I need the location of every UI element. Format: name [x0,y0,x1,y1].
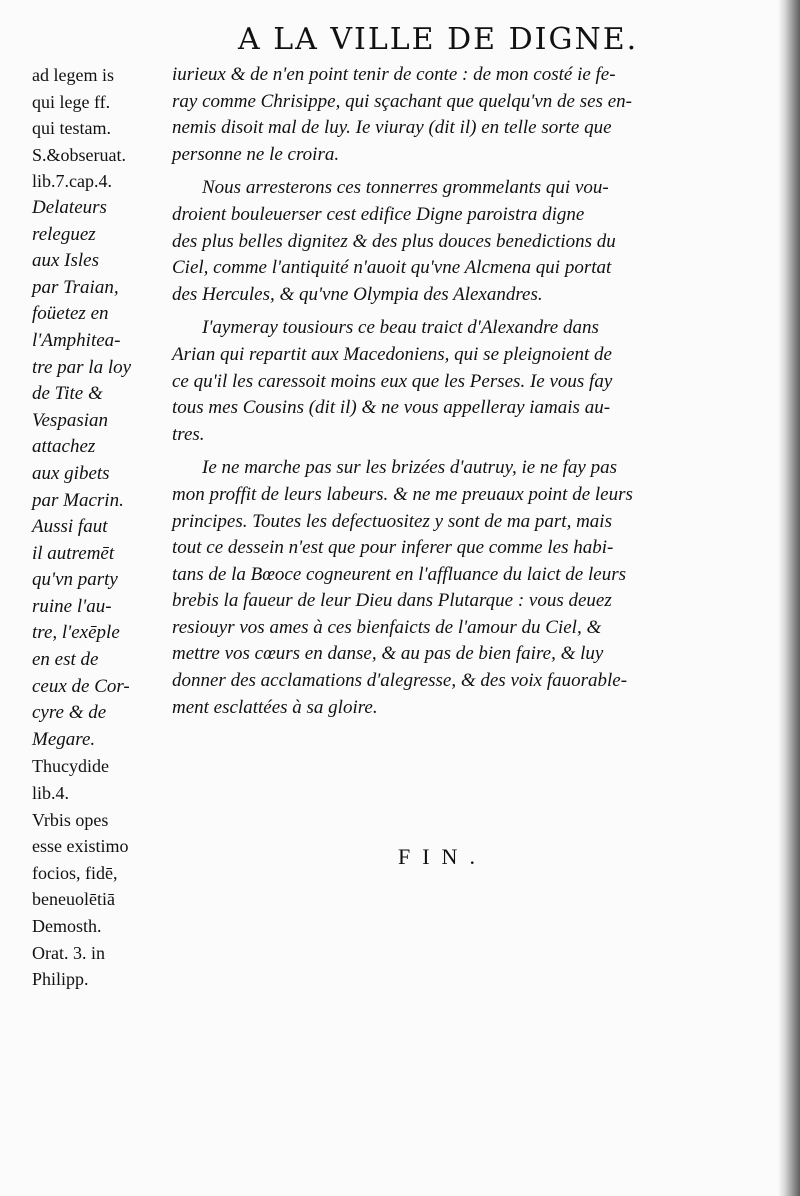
text-line: ce qu'il les caressoit moins eux que les Perses. Ie vous fay [172,370,613,392]
margin-note-line: aux gibets [32,462,110,484]
margin-note-line: cyre & de [32,702,107,724]
margin-note-line: S.&obseruat. [32,144,126,165]
text-line: Ciel, comme l'antiquité n'auoit qu'vne Alcmena qui portat [172,257,612,279]
margin-note-line: de Tite & [32,383,103,405]
margin-note-line: qui lege ff. [32,91,111,112]
paragraph [172,175,768,308]
text-line: droient bouleuerser cest edifice Digne paroistra digne [172,203,585,225]
text-line: des Hercules, & qu'vne Olympia des Alexandres. [172,283,543,305]
margin-note-line: esse existimo [32,836,129,857]
text-line: mon proffit de leurs labeurs. & ne me preuaux point de leurs [172,483,633,505]
margin-note-line: lib.4. [32,783,70,804]
paragraph [172,455,768,721]
running-title: A LA VILLE DE DIGNE. [238,22,639,57]
margin-note-line: Demosth. [32,916,102,936]
paragraph [172,62,768,168]
margin-note-line: Thucydide [32,756,109,777]
margin-note-line: il autremēt [32,542,115,564]
margin-note-line: Orat. 3. in [32,942,105,963]
margin-note-line: lib.7.cap.4. [32,171,112,192]
text-line: iurieux & de n'en point tenir de conte : de mon costé ie fe- [172,64,616,85]
fin-label: FIN. [398,844,487,869]
text-line: ray comme Chrisippe, qui sçachant que quelqu'vn de ses en- [172,90,632,112]
margin-note-line: Philipp. [32,969,89,990]
margin-note-line: ad legem is [32,65,114,85]
text-line: Nous arresterons ces tonnerres grommelants qui vou- [202,177,609,199]
paragraph-gap [172,168,768,175]
main-text [172,62,768,721]
text-line: tres. [172,423,205,445]
page-edge-shadow [778,0,800,1196]
margin-note-line: aux Isles [32,250,100,272]
margin-note-line: ruine l'au- [32,595,112,617]
margin-note-line: beneuolētiā [32,889,115,910]
text-line: tous mes Cousins (dit il) & ne vous appelleray iamais au- [172,397,611,419]
paragraph-gap [172,448,768,455]
text-line: Arian qui repartit aux Macedoniens, qui se pleignoient de [172,343,612,365]
margin-note-line: attachez [32,436,96,458]
margin-note-line: par Macrin. [32,489,124,511]
text-line: brebis la faueur de leur Dieu dans Plutarque : vous deuez [172,590,612,612]
margin-note-line: Aussi faut [32,516,108,538]
text-line: principes. Toutes les defectuositez y sont de ma part, mais [172,510,612,532]
text-line: tans de la Bœoce cogneurent en l'affluance du laict de leurs [172,563,626,585]
margin-note-line: ceux de Cor- [32,675,130,697]
margin-note-line: tre par la loy [32,356,132,378]
margin-note-line: tre, l'exēple [32,622,120,644]
margin-note-line: focios, fidē, [32,862,118,883]
margin-note-line: l'Amphitea- [32,329,121,351]
margin-note-line: foüetez en [32,303,109,325]
text-line: mettre vos cœurs en danse, & au pas de bien faire, & luy [172,643,604,665]
text-line: donner des acclamations d'alegresse, & des voix fauorable- [172,670,628,692]
margin-note-line: releguez [32,223,96,245]
margin-note-line: qu'vn party [32,569,118,591]
text-line: des plus belles dignitez & des plus douces benedictions du [172,230,616,252]
margin-note-line: Vrbis opes [32,809,109,830]
margin-note-line: en est de [32,649,99,671]
text-line: I'aymeray tousiours ce beau traict d'Alexandre dans [202,317,599,339]
paragraph [172,315,768,448]
text-line: nemis disoit mal de luy. Ie viuray (dit il) en telle sorte que [172,117,612,139]
text-line: tout ce dessein n'est que pour inferer que comme les habi- [172,537,614,559]
margin-note-line: Delateurs [32,196,107,218]
text-line: ment esclattées à sa gloire. [172,696,378,718]
margin-notes [32,62,172,993]
paragraph-gap [172,308,768,315]
text-line: Ie ne marche pas sur les brizées d'autruy, ie ne fay pas [202,457,617,479]
text-line: personne ne le croira. [172,143,340,165]
margin-note-line: Megare. [32,728,96,750]
margin-note-line: qui testam. [32,118,111,139]
margin-note-line: Vespasian [32,409,108,431]
margin-note-line: par Traian, [32,276,119,298]
text-line: resiouyr vos ames à ces bienfaicts de l'amour du Ciel, & [172,616,602,638]
